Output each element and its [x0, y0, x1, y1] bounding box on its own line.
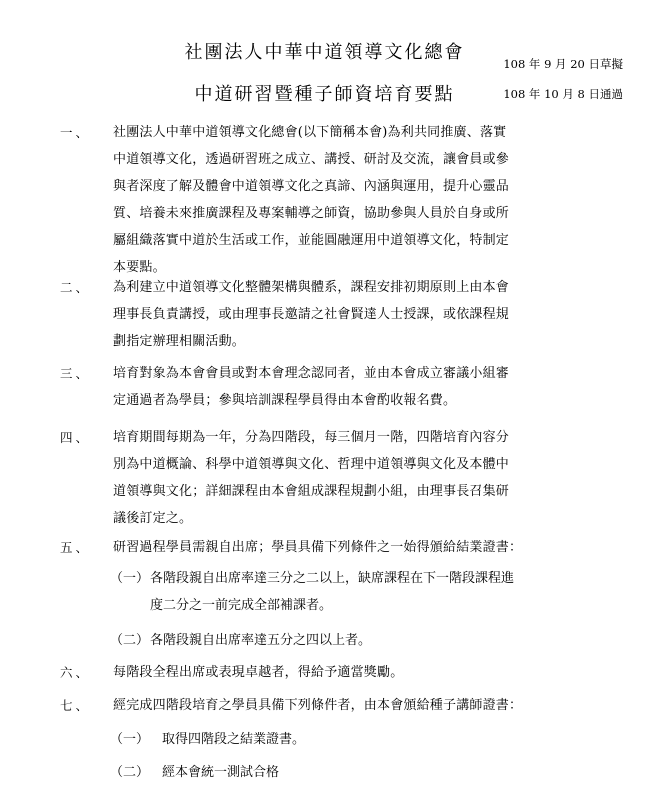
draft-date: 108 年 9 月 20 日草擬 — [503, 57, 623, 71]
sub-item-text: 經本會統一測試合格 — [162, 765, 280, 780]
text-line: 質、培養未來推廣課程及專案輔導之師資，協助參與人員於自身或所 — [113, 206, 510, 221]
article-number: 一、 — [60, 125, 92, 140]
article-number: 七、 — [60, 698, 92, 713]
article-text — [113, 274, 583, 355]
text-line: 別為中道概論、科學中道領導與文化、哲理中道領導與文化及本體中 — [113, 457, 510, 472]
sub-item-label: （一） — [110, 732, 150, 747]
text-line: 中道領導文化，透過研習班之成立、講授、研討及交流，讓會員或參 — [113, 152, 510, 167]
article-text — [113, 659, 583, 686]
article-number: 四、 — [60, 430, 92, 445]
document-subtitle: 中道研習暨種子師資培育要點 — [194, 84, 455, 105]
text-line: 議後訂定之。 — [113, 511, 193, 526]
document-title: 社團法人中華中道領導文化總會 — [184, 42, 465, 63]
text-line: 培育期間每期為一年，分為四階段，每三個月一階，四階培育內容分 — [113, 430, 510, 445]
text-line: 理事長負責講授，或由理事長邀請之社會賢達人士授課，或依課程規 — [113, 307, 510, 322]
article-number: 三、 — [60, 366, 92, 381]
article-number: 二、 — [60, 280, 92, 295]
article-text — [113, 119, 583, 281]
sub-item-label: （二） — [110, 633, 150, 648]
text-line: 為利建立中道領導文化整體架構與體系，課程安排初期原則上由本會 — [113, 280, 510, 295]
article-text — [113, 534, 583, 561]
sub-item-text: 度二分之一前完成全部補課者。 — [150, 598, 333, 613]
text-line: 社團法人中華中道領導文化總會(以下簡稱本會)為利共同推廣、落實 — [113, 125, 507, 140]
text-line: 經完成四階段培育之學員具備下列條件者，由本會頒給種子講師證書： — [113, 698, 523, 713]
text-line: 本要點。 — [113, 260, 166, 275]
text-line: 培育對象為本會會員或對本會理念認同者，並由本會成立審議小組審 — [113, 366, 510, 381]
sub-item-text: 各階段親自出席率達五分之四以上者。 — [150, 633, 372, 648]
text-line: 道領導與文化；詳細課程由本會組成課程規劃小組，由理事長召集研 — [113, 484, 510, 499]
text-line: 屬組織落實中道於生活或工作，並能圓融運用中道領導文化，特制定 — [113, 233, 510, 248]
sub-item-text: 各階段親自出席率達三分之二以上，缺席課程在下一階段課程進 — [150, 571, 515, 586]
approval-date: 108 年 10 月 8 日通過 — [503, 87, 623, 101]
text-line: 研習過程學員需親自出席；學員具備下列條件之一始得頒給結業證書： — [113, 540, 523, 555]
article-text — [113, 360, 583, 414]
text-line: 定通過者為學員；參與培訓課程學員得由本會酌收報名費。 — [113, 393, 457, 408]
text-line: 每階段全程出席或表現卓越者，得給予適當獎勵。 — [113, 665, 404, 680]
article-number: 五、 — [60, 540, 92, 555]
article-text — [113, 424, 583, 532]
text-line: 與者深度了解及體會中道領導文化之真諦、內涵與運用，提升心靈品 — [113, 179, 510, 194]
article-text — [113, 692, 583, 719]
sub-item-label: （一） — [110, 571, 150, 586]
sub-item-label: （二） — [110, 765, 150, 780]
article-number: 六、 — [60, 665, 92, 680]
sub-item-text: 取得四階段之結業證書。 — [162, 732, 306, 747]
text-line: 劃指定辦理相關活動。 — [113, 334, 246, 349]
